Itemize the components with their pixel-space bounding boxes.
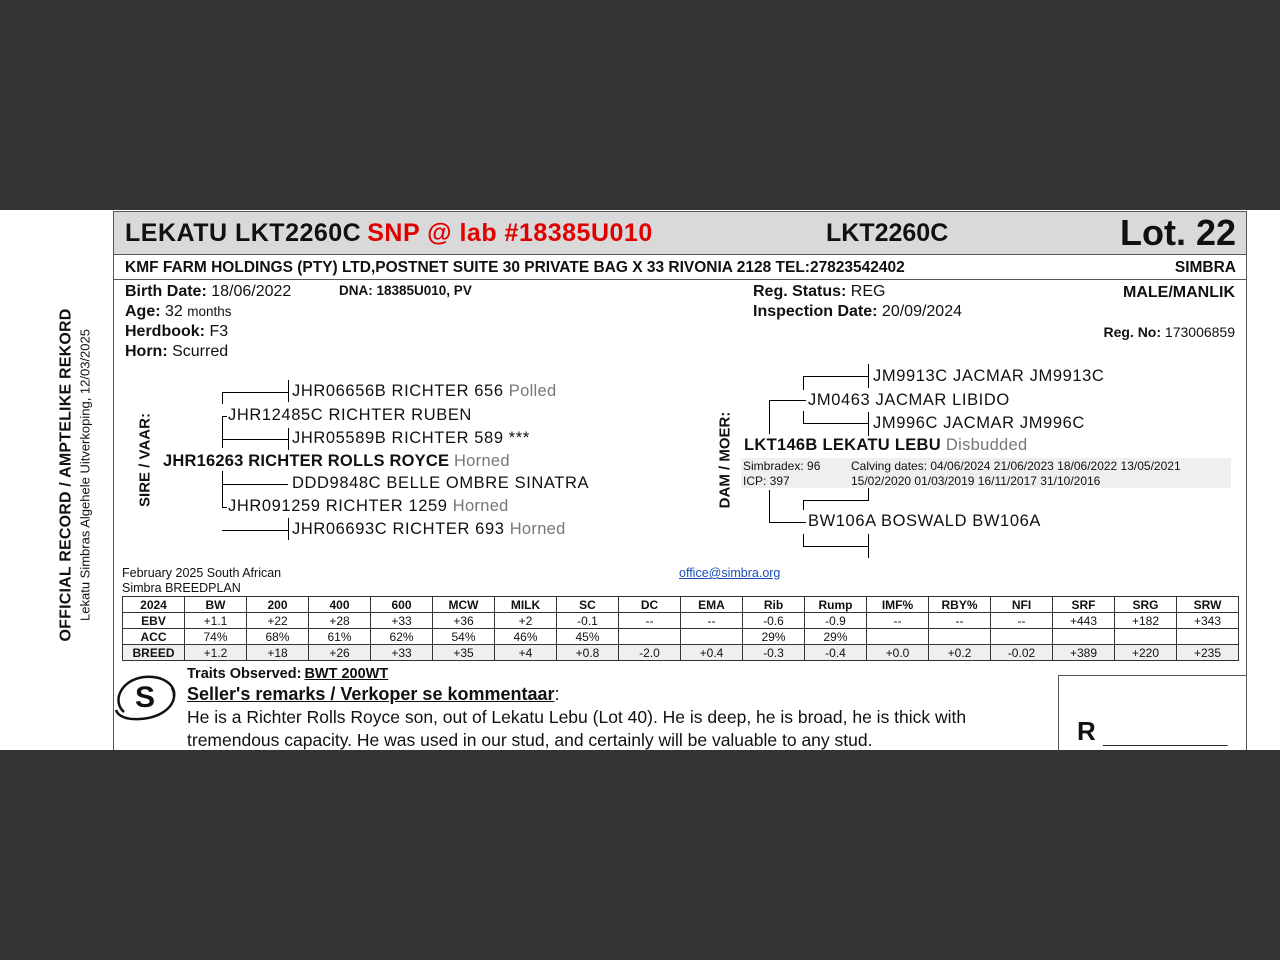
animal-code: LKT2260C [826,219,949,247]
sire-dam-dam: JHR06693C RICHTER 693 Horned [292,520,566,538]
owner-row [114,255,1246,280]
sire-sire: JHR12485C RICHTER RUBEN [228,406,472,424]
calving-dates-2: 15/02/2020 01/03/2019 16/11/2017 31/10/2016 [851,474,1101,488]
dam-line [803,500,804,510]
herdbook-field: Herdbook: F3 [125,323,229,340]
dam-line [868,412,869,436]
sire-line [288,518,289,540]
sire-label: SIRE / VAAR: [136,413,154,507]
sire-dam: JHR091259 RICHTER 1259 Horned [228,497,509,515]
sire-line [222,416,223,448]
currency-letter: R [1077,716,1096,746]
dam-name: LKT146B LEKATU LEBU Disbudded [744,436,1028,454]
event-label: Lekatu Simbras Algehele Uitverkoping, 12/03/2025 [77,329,93,621]
sire-line [222,439,288,440]
birth-date-field: Birth Date: 18/06/2022 [125,283,292,300]
sire-line [222,416,227,417]
breedplan-note-1: February 2025 South African [122,566,282,580]
price-blank: ________________ [1103,730,1228,746]
sire-name: JHR16263 RICHTER ROLLS ROYCE Horned [163,452,510,470]
price-box [1058,675,1247,751]
age-field: Age: 32 months [125,303,232,320]
email-link[interactable]: office@simbra.org [679,566,781,580]
dam-line [803,411,804,423]
dam-line [769,490,770,522]
icp-value: ICP: 397 [743,474,790,488]
sire-sire-sire: JHR06656B RICHTER 656 Polled [292,382,557,400]
table-row-breed: BREED +1.2 +18 +26 +33 +35 +4 +0.8 -2.0 +0.4 -0.3 -0.4 +0.0 +0.2 -0.02 +389 +220 +235 [123,645,1239,661]
reg-status-field: Reg. Status: REG [753,283,886,300]
lot-card [113,211,1247,750]
breed-label: SIMBRA [1174,259,1236,276]
official-record-label: OFFICIAL RECORD / AMPTELIKE REKORD [57,308,75,642]
sire-line [222,471,223,507]
dam-line [868,534,869,558]
dam-dam: BW106A BOSWALD BW106A [808,512,1041,530]
sire-line [288,428,289,450]
ebv-table [122,596,1239,661]
inspection-date-field: Inspection Date: 20/09/2024 [753,303,962,320]
logo-letter: S [134,681,156,714]
dam-line [803,500,869,501]
table-row-acc: ACC 74% 68% 61% 62% 54% 46% 45% 29% 29% [123,629,1239,645]
dam-sire-sire: JM9913C JACMAR JM9913C [873,367,1105,385]
dam-line [803,376,869,377]
dam-label: DAM / MOER: [716,411,734,509]
traits-observed: Traits Observed: BWT 200WT [187,666,389,682]
table-header-row: 2024 BW 200 400 600 MCW MILK SC DC EMA Rib Rump IMF% RBY% NFI SRF SRG SRW [123,597,1239,613]
table-row-ebv: EBV +1.1 +22 +28 +33 +36 +2 -0.1 -- -- -0.6 -0.9 -- -- -- +443 +182 +343 [123,613,1239,629]
dam-line [769,522,806,523]
remarks-heading: Seller's remarks / Verkoper se kommentaar: [187,684,560,704]
dam-line [769,400,806,401]
dam-line [868,488,869,500]
owner-address: KMF FARM HOLDINGS (PTY) LTD,POSTNET SUITE 30 PRIVATE BAG X 33 RIVONIA 2128 TEL:27823542402 [125,259,905,276]
dam-line [803,534,804,546]
calving-dates-1: Calving dates: 04/06/2024 21/06/2023 18/06/2022 13/05/2021 [851,459,1181,473]
dam-sire: JM0463 JACMAR LIBIDO [808,391,1010,409]
side-caption [40,225,110,725]
sire-line [222,530,288,531]
sire-line [222,392,288,393]
horn-field: Horn: Scurred [125,343,229,360]
sire-line [222,484,288,485]
dam-line [769,400,770,434]
sire-dam-sire: DDD9848C BELLE OMBRE SINATRA [292,474,590,492]
snp-lab-label: SNP @ lab #18385U010 [367,219,653,247]
remarks-text: He is a Richter Rolls Royce son, out of Lekatu Lebu (Lot 40). He is deep, he is broad, he is thick with tremendous capacity. He was used in our stud, and certainly will be valuable to any stud. [187,707,967,750]
simbra-logo-icon [114,674,180,722]
sex-field: MALE/MANLIK [1123,284,1235,301]
simbradex-value: Simbradex: 96 [743,459,821,473]
dam-line [803,376,804,390]
sire-line [288,380,289,402]
dam-line [868,364,869,388]
dam-calving-box [741,458,1231,488]
animal-name: LEKATU LKT2260C [125,219,362,247]
dam-line [803,423,869,424]
dna-field: DNA: 18385U010, PV [339,283,472,298]
lot-number: Lot. 22 [1119,212,1236,253]
card-header [114,212,1246,255]
sire-line [222,392,223,404]
animal-title [125,219,653,248]
reg-no-field: Reg. No: 173006859 [1103,324,1235,340]
sire-sire-dam: JHR05589B RICHTER 589 *** [292,429,530,447]
breedplan-note-2: Simbra BREEDPLAN [122,581,241,595]
dam-line [803,546,869,547]
dam-sire-dam: JM996C JACMAR JM996C [873,414,1085,432]
sire-line [222,507,227,508]
